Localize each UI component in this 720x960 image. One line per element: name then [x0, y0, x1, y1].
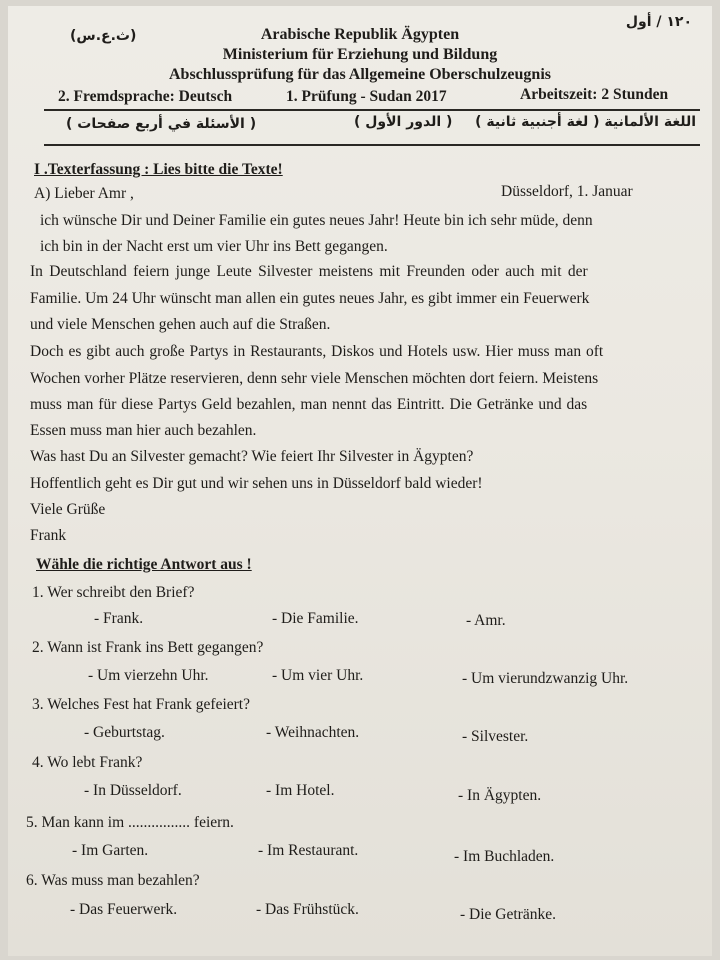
question: 5. Man kann im ................ feiern. — [26, 814, 234, 831]
letter-line: Doch es gibt auch große Partys in Restaurants, Diskos und Hotels usw. Hier muss man oft — [30, 343, 604, 360]
header-ar-session: ( الدور الأول ) — [354, 114, 453, 130]
question: 2. Wann ist Frank ins Bett gegangen? — [32, 639, 264, 656]
question: 1. Wer schreibt den Brief? — [32, 584, 195, 601]
letter-line: Hoffentlich geht es Dir gut und wir sehen uns in Düsseldorf bald wieder! — [30, 475, 483, 492]
answer-option[interactable]: - Amr. — [466, 612, 506, 629]
letter-line: Was hast Du an Silvester gemacht? Wie feiert Ihr Silvester in Ägypten? — [30, 448, 474, 465]
answer-option[interactable]: - Im Hotel. — [266, 782, 335, 799]
header-ar-pages: ( الأسئلة في أربع صفحات ) — [66, 116, 257, 132]
header-exam-session: 1. Prüfung - Sudan 2017 — [286, 88, 447, 105]
header-ministry: Ministerium für Erziehung und Bildung — [222, 46, 498, 63]
answer-option[interactable]: - Um vier Uhr. — [272, 667, 364, 684]
answer-option[interactable]: - Im Restaurant. — [258, 842, 359, 859]
section-title: I .Texterfassung : Lies bitte die Texte! — [34, 161, 283, 178]
answer-option[interactable]: - Um vierundzwanzig Uhr. — [462, 670, 629, 687]
header-exam-title: Abschlussprüfung für das Allgemeine Oberschulzeugnis — [169, 66, 551, 83]
task-instruction: Wähle die richtige Antwort aus ! — [36, 556, 252, 573]
letter-line: Familie. Um 24 Uhr wünscht man allen ein gutes neues Jahr, es gibt immer ein Feuerwerk — [30, 290, 590, 307]
answer-option[interactable]: - In Ägypten. — [458, 787, 542, 804]
answer-option[interactable]: - Das Frühstück. — [256, 901, 359, 918]
answer-option[interactable]: - Um vierzehn Uhr. — [88, 667, 209, 684]
answer-option[interactable]: - Das Feuerwerk. — [70, 901, 178, 918]
answer-option[interactable]: - Im Garten. — [72, 842, 149, 859]
answer-option[interactable]: - Die Getränke. — [460, 906, 556, 923]
letter-line: In Deutschland feiern junge Leute Silvester meistens mit Freunden oder auch mit der — [30, 263, 588, 280]
answer-option[interactable]: - Weihnachten. — [266, 724, 360, 741]
letter-line: ich bin in der Nacht erst um vier Uhr ins Bett gegangen. — [40, 238, 388, 255]
answer-option[interactable]: - Silvester. — [462, 728, 529, 745]
answer-option[interactable]: - In Düsseldorf. — [84, 782, 182, 799]
exam-paper — [8, 6, 712, 956]
letter-closing: Viele Grüße — [30, 501, 106, 518]
question: 6. Was muss man bezahlen? — [26, 872, 200, 889]
answer-option[interactable]: - Die Familie. — [272, 610, 359, 627]
letter-salutation: A) Lieber Amr , — [34, 185, 134, 202]
answer-option[interactable]: - Im Buchladen. — [454, 848, 555, 865]
header-time: Arbeitszeit: 2 Stunden — [520, 86, 669, 103]
answer-option[interactable]: - Geburtstag. — [84, 724, 165, 741]
letter-signature: Frank — [30, 527, 67, 544]
exam-code: (ث.ع.س) — [70, 28, 137, 44]
letter-line: Wochen vorher Plätze reservieren, denn sehr viele Menschen möchten dort feiern. Meistens — [30, 370, 599, 387]
letter-line: Essen muss man hier auch bezahlen. — [30, 422, 257, 439]
header-subject: 2. Fremdsprache: Deutsch — [58, 88, 233, 105]
answer-option[interactable]: - Frank. — [94, 610, 144, 627]
letter-line: und viele Menschen gehen auch auf die Straßen. — [30, 316, 331, 333]
letter-place-date: Düsseldorf, 1. Januar — [501, 183, 633, 200]
letter-line: muss man für diese Partys Geld bezahlen, man nennt das Eintritt. Die Getränke und das — [30, 396, 588, 413]
header-rule-top — [44, 109, 700, 111]
header-ar-subject: اللغة الألمانية ( لغة أجنبية ثانية ) — [475, 114, 696, 130]
header-rule-bottom — [44, 144, 700, 146]
question: 3. Welches Fest hat Frank gefeiert? — [32, 696, 250, 713]
exam-number: ١٢٠ / أول — [625, 14, 692, 30]
header-republic: Arabische Republik Ägypten — [260, 26, 460, 43]
letter-line: ich wünsche Dir und Deiner Familie ein gutes neues Jahr! Heute bin ich sehr müde, denn — [40, 212, 593, 229]
question: 4. Wo lebt Frank? — [32, 754, 143, 771]
